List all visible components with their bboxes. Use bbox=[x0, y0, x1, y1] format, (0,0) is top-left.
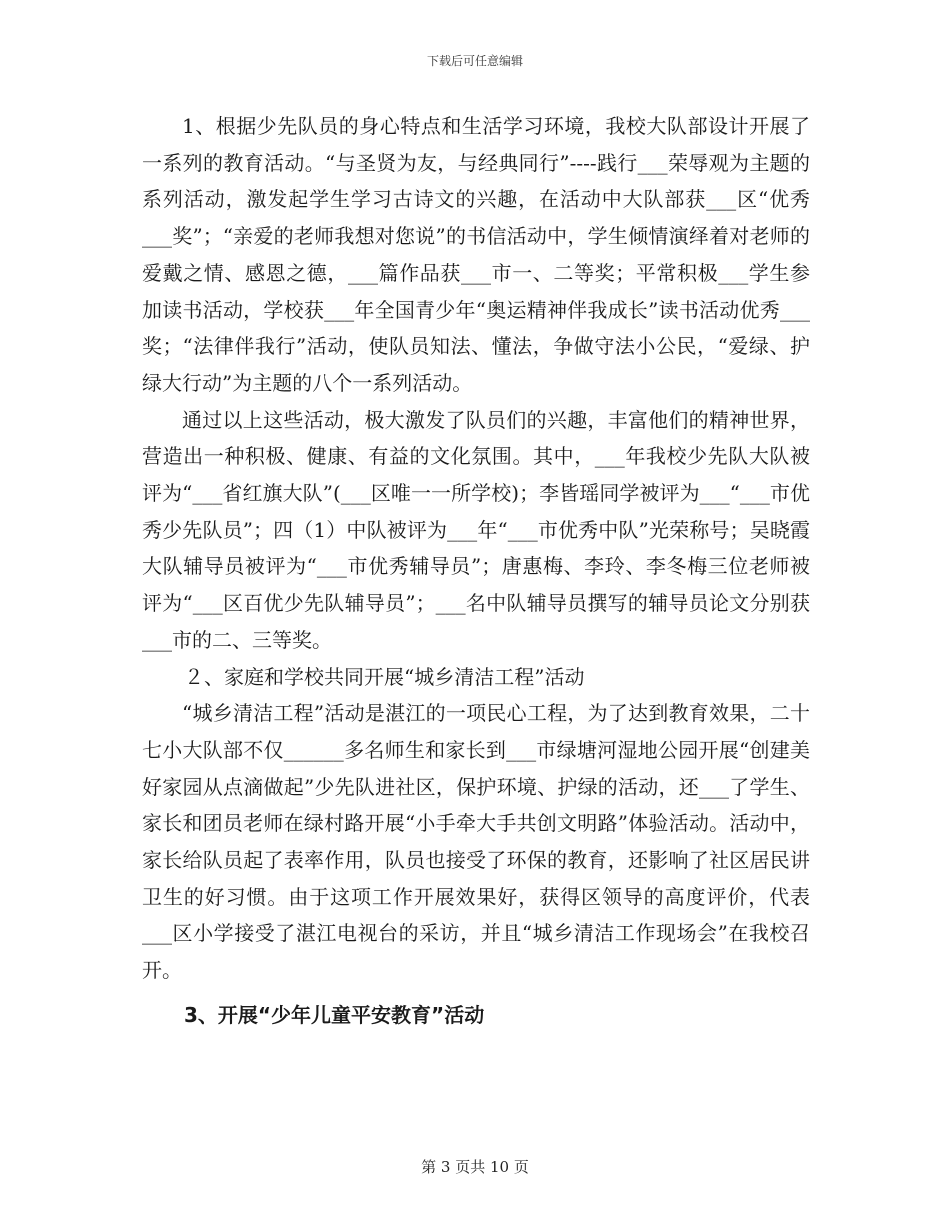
document-body bbox=[142, 108, 810, 1034]
section-heading-safety-education: 3、开展“少年儿童平安教育”活动 bbox=[184, 1002, 485, 1027]
page-footer: 第 3 页共 10 页 bbox=[421, 1158, 529, 1176]
paragraph-honors: 通过以上这些活动，极大激发了队员们的兴趣，丰富他们的精神世界，营造出一种积极、健康、有益的文化氛围。其中，___年我校少先队大队被评为“___省红旗大队”(___区唯一一所学校)；李皆瑶同学被评为___“___市优秀少先队员”；四（1）中队被评为___年“___市优秀中队”光荣称号；吴晓霞大队辅导员被评为“___市优秀辅导员”；唐惠梅、李玲、李冬梅三位老师被评为“___区百优少先队辅导员”；___名中队辅导员撰写的辅导员论文分别获___市的二、三等奖。 bbox=[142, 407, 810, 652]
paragraph-education-activities: 1、根据少先队员的身心特点和生活学习环境，我校大队部设计开展了一系列的教育活动。“与圣贤为友，与经典同行”----践行___荣辱观为主题的系列活动，激发起学生学习古诗文的兴趣，在活动中大队部获___区“优秀___奖”；“亲爱的老师我想对您说”的书信活动中，学生倾情演绎着对老师的爱戴之情、感恩之德，___篇作品获___市一、二等奖；平常积极___学生参加读书活动，学校获___年全国青少年“奥运精神伴我成长”读书活动优秀___奖；“法律伴我行”活动，使队员知法、懂法，争做守法小公民，“爱绿、护绿大行动”为主题的八个一系列活动。 bbox=[142, 114, 810, 395]
section-heading-clean-project: ２、家庭和学校共同开展“城乡清洁工程”活动 bbox=[184, 664, 585, 689]
paragraph-clean-project: “城乡清洁工程”活动是湛江的一项民心工程，为了达到教育效果，二十七小大队部不仅______多名师生和家长到___市绿塘河湿地公园开展“创建美好家园从点滴做起”少先队进社区，保护环境、护绿的活动，还___了学生、家长和团员老师在绿村路开展“小手牵大手共创文明路”体验活动。活动中，家长给队员起了表率作用，队员也接受了环保的教育，还影响了社区居民讲卫生的好习惯。由于这项工作开展效果好，获得区领导的高度评价，代表___区小学接受了湛江电视台的采访，并且“城乡清洁工作现场会”在我校召开。 bbox=[142, 701, 810, 983]
page-header: 下载后可任意编辑 bbox=[426, 54, 523, 68]
